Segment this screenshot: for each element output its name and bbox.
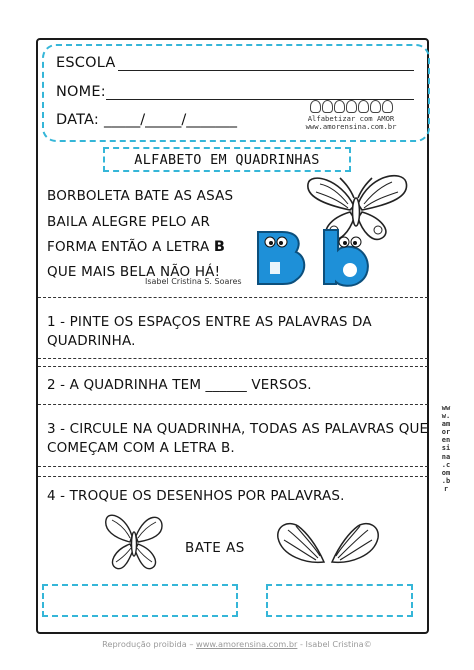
page-title-text: ALFABETO EM QUADRINHAS (134, 151, 320, 168)
data-label: DATA: (56, 112, 99, 128)
brand-logo (277, 100, 425, 134)
letters-illustration (252, 226, 382, 290)
answer-box-2[interactable] (266, 584, 413, 617)
answer-box-1[interactable] (42, 584, 238, 617)
footer: Reprodução proibida – www.amorensina.com.br - Isabel Cristina© (102, 639, 372, 649)
brand-url: www.amorensina.com.br (305, 122, 397, 131)
divider (38, 366, 428, 367)
uppercase-b-icon (258, 232, 304, 284)
wings-icon (276, 516, 380, 572)
exercise-text: BATE AS (185, 540, 245, 556)
escola-line[interactable] (118, 70, 414, 71)
children-illustration (277, 100, 425, 114)
poem-line-3: FORMA ENTÃO A LETRA B (47, 239, 226, 255)
question-1: 1 - PINTE OS ESPAÇOS ENTRE AS PALAVRAS DA QUADRINHA. (47, 314, 372, 349)
poem-line-1: BORBOLETA BATE AS ASAS (47, 188, 234, 204)
question-3: 3 - CIRCULE NA QUADRINHA, TODAS AS PALAVRAS QUE COMEÇAM COM A LETRA B. (47, 421, 429, 456)
divider (38, 297, 428, 298)
poem-line-4: QUE MAIS BELA NÃO HÁ! (47, 264, 221, 280)
escola-label: ESCOLA (56, 55, 116, 71)
divider (38, 476, 428, 477)
nome-label: NOME: (56, 84, 106, 100)
question-4: 4 - TROQUE OS DESENHOS POR PALAVRAS. (47, 488, 345, 504)
divider (38, 404, 428, 405)
date-blanks[interactable]: _____/_____/_______ (104, 112, 238, 128)
lowercase-b-icon (324, 230, 368, 286)
poem-bold-letter: B (213, 239, 226, 255)
poem-line-2: BAILA ALEGRE PELO AR (47, 214, 211, 230)
footer-link[interactable]: www.amorensina.com.br (196, 639, 298, 649)
poem-author: Isabel Cristina S. Soares (145, 277, 242, 286)
brand-slogan: Alfabetizar com AMOR (307, 114, 395, 123)
question-2: 2 - A QUADRINHA TEM ______ VERSOS. (47, 377, 312, 393)
divider (38, 358, 428, 359)
side-watermark: www.amorensina.com.br (441, 404, 451, 493)
butterfly-icon (98, 506, 170, 578)
divider (38, 466, 428, 467)
